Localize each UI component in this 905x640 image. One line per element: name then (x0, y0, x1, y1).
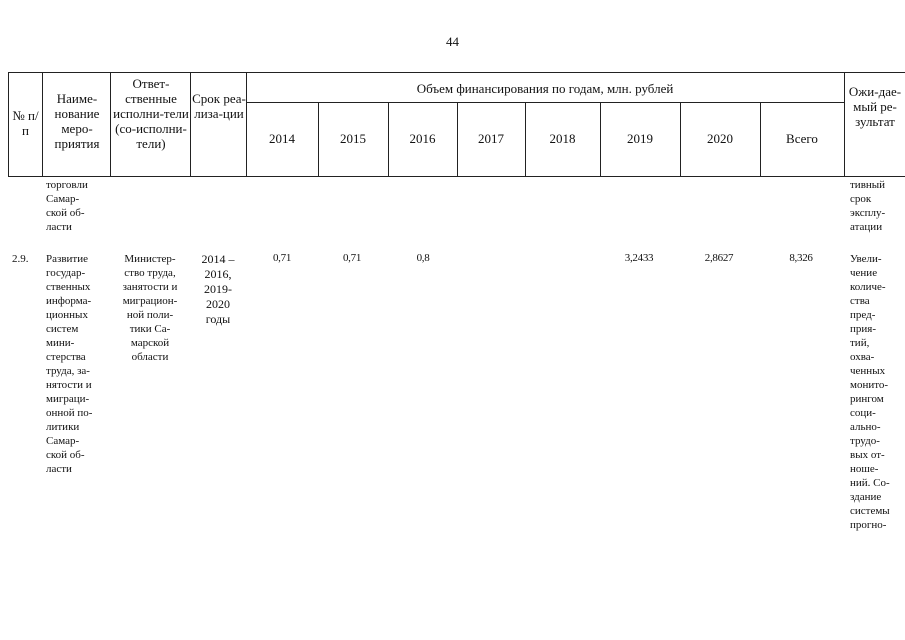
value-2016: 0,8 (416, 252, 430, 264)
header-year-2016: 2016 (409, 131, 436, 146)
row-number: 2.9. (12, 253, 29, 265)
row-name: Развитие государ- ственных информа- ционных систем мини- стерства труда, за- нятости и миграци- онной по- литики Самар- ской об- ласти (46, 253, 93, 475)
header-year-2019: 2019 (627, 131, 653, 146)
header-year-2014: 2014 (269, 131, 295, 146)
header-result: Ожи-дае-мый ре-зультат (848, 84, 902, 129)
row-result: Увели- чение количе- ства пред- прия- тий, охва- ченных монито- рингом соци- ально- трудо- вых от- ноше- ний. Со- здание системы прогно- (850, 253, 890, 531)
row-term: 2014 – 2016, 2019- 2020 годы (201, 252, 235, 326)
value-2014: 0,71 (272, 252, 292, 264)
row-responsible: Министер- ство труда, занятости и миграцион- ной поли- тики Са- марской области (122, 253, 178, 363)
header-year-2017: 2017 (478, 131, 504, 146)
header-year-2018: 2018 (549, 131, 576, 146)
header-year-2015: 2015 (340, 131, 366, 146)
value-2020: 2,8627 (704, 252, 734, 264)
value-total: 8,326 (789, 252, 813, 264)
header-term: Срок реа-лиза-ции (192, 91, 246, 121)
value-2015: 0,71 (342, 252, 362, 264)
header-name: Наиме-нование меро-приятия (54, 91, 100, 151)
header-total: Всего (786, 131, 818, 146)
page-number: 44 (446, 34, 459, 49)
header-num: № п/п (12, 108, 39, 138)
header-year-2020: 2020 (707, 131, 733, 146)
header-responsible: Ответ-ственные исполни-тели (со-исполни-тели) (113, 76, 189, 151)
header-funding: Объем финансирования по годам, млн. рублей (416, 81, 674, 96)
continuation-name: торговли Самар- ской об- ласти (46, 179, 88, 233)
continuation-result: тивный срок эксплу- атации (850, 179, 886, 233)
value-2019: 3,2433 (624, 252, 654, 264)
